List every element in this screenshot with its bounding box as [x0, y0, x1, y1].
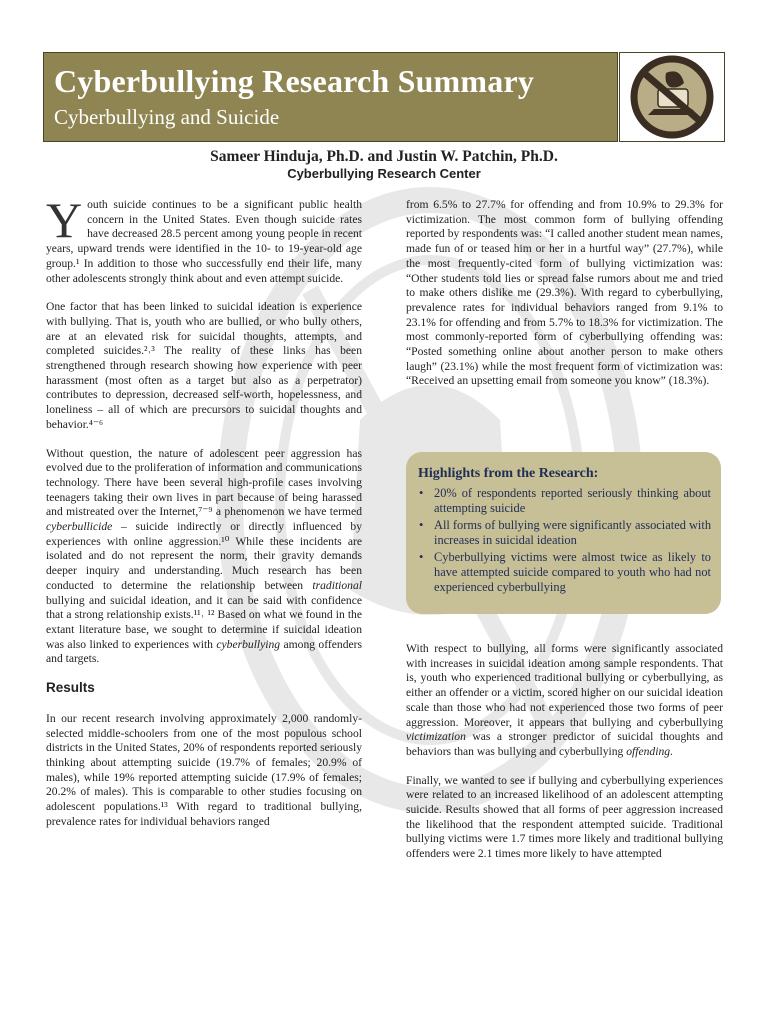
organization-name: Cyberbullying Research Center	[287, 166, 481, 181]
results-heading: Results	[46, 680, 95, 696]
paragraph-2: One factor that has been linked to suicidal ideation is experience with bullying. That is, youth who are bullied, or who bully others, are at an elevated risk for suicidal thoughts, attempts, and completed suicides.²˒³ The reality of these links has been strengthened through research showing how experience with peer harassment (most often as a target but also as a perpetrator) contributes to depression, decreased self-worth, hopelessness, and loneliness – all of which are precursors to suicidal thoughts and behavior.⁴⁻⁶	[46, 300, 362, 431]
term-traditional: traditional	[312, 578, 362, 592]
right-column-top	[406, 198, 723, 403]
suicide-attempt-paragraph: Finally, we wanted to see if bullying and cyberbullying experiences were related to an increased likelihood of an adolescent attempting suicide. Results showed that all forms of peer aggression increased the likelihood that the respondent attempted suicide. Traditional bullying victims were 1.7 times more likely and traditional bullying offenders were 2.1 times more likely to have attempted	[406, 773, 723, 861]
term-victimization: victimization	[406, 730, 466, 744]
results-continued-paragraph: from 6.5% to 27.7% for offending and from 10.9% to 29.3% for victimization. The most common form of bullying offending reported by respondents was: “I called another student mean names, made fun of or teased him or her in a hurtful way” (27.7%), while the most frequently-cited form of bullying victimization was: “Other students told lies or spread false rumors about me and tried to make others dislike me (29.3%). With regard to cyberbullying, prevalence rates for individual behaviors ranged from 9.1% to 23.1% for offending and from 5.7% to 18.3% for victimization. The most commonly-reported form of cyberbullying offending was: “Posted something online about another person to make others laugh” (23.1%) while the most frequent form of victimization was: “Received an upsetting email from someone you know” (18.3%).	[406, 198, 723, 388]
paragraph-3-text-3: bullying and suicidal ideation, and it can be said with confidence that a strong relationship exists.¹¹˒ ¹² Based on what we found in the extant literature base, we sought to determine if suicidal ideation was also linked to experiences with	[46, 593, 362, 651]
highlights-list	[416, 486, 711, 595]
results-paragraph: In our recent research involving approximately 2,000 randomly-selected middle-schoolers from one of the most populous school districts in the United States, 20% of respondents reported seriously thinking about attempting suicide (19.7% of females; 20.9% of males), while 19% reported attempting suicide (17.9% of females; 20.2% of males). This is comparable to other studies focusing on adolescent populations.¹³ With regard to traditional bullying, prevalence rates for individual behaviors ranged	[46, 711, 362, 828]
highlights-box	[406, 452, 721, 614]
paragraph-3-text-1: Without question, the nature of adolescent peer aggression has evolved due to the proliferation of information and communications technology. There have been several high-profile cases involving teenagers taking their own lives in part because of being harassed and mistreated over the Internet,⁷⁻⁹ a phenomenon we have termed	[46, 446, 362, 519]
left-column	[46, 192, 363, 843]
document-title: Cyberbullying Research Summary	[54, 63, 535, 99]
association-text-1: With respect to bullying, all forms were significantly associated with increases in suicidal ideation among sample respondents. That is, youth who experienced traditional bullying or cyberbullying, as either an offender or a victim, scored higher on our suicidal ideation scale than those who had not experienced those two forms of peer aggression. Moreover, it appears that bullying and cyberbullying	[406, 642, 723, 729]
term-offending: offending	[626, 744, 671, 758]
term-cyberbullying: cyberbullying	[216, 637, 281, 651]
paragraph-3-text-4: among offenders and targets.	[46, 637, 363, 666]
bullying-association-paragraph	[406, 642, 723, 760]
paragraph-3	[46, 447, 362, 668]
association-text-3: .	[670, 744, 673, 758]
paragraph-3-text-2: – suicide indirectly or directly influenced by experiences with online aggression.¹⁰ While these incidents are isolated and do not represent the norm, their gravity demands deeper inquiry and understanding. Much research has been conducted to determine the relationship between	[46, 520, 362, 592]
intro-text: outh suicide continues to be a significant public health concern in the United States. Even though suicide rates have decreased 28.5 percent among young people in recent years, upward trends were identified in the 10- to 19-year-old age group.¹ In addition to those who successfully end their life, many other adolescents strongly think about and even attempt suicide.	[46, 198, 362, 285]
term-cyberbullicide: cyberbullicide	[46, 520, 113, 534]
no-cyberbullying-logo-icon	[620, 53, 724, 141]
authors: Sameer Hinduja, Ph.D. and Justin W. Patchin, Ph.D.	[210, 148, 558, 165]
intro-paragraph	[46, 192, 362, 286]
association-text-2: was a stronger predictor of suicidal thoughts and behaviors than was bullying and cyberbullying	[406, 730, 723, 758]
highlights-title: Highlights from the Research:	[418, 466, 599, 481]
right-column-bottom	[406, 642, 723, 876]
document-subtitle: Cyberbullying and Suicide	[54, 105, 280, 129]
header-band	[43, 52, 618, 142]
logo	[619, 52, 725, 142]
drop-cap: Y	[46, 192, 83, 248]
highlight-item: • Cyberbullying victims were almost twice as likely to have attempted suicide compared to youth who had not experienced cyberbullying	[434, 550, 711, 595]
highlight-item: • All forms of bullying were significantly associated with increases in suicidal ideation	[434, 518, 711, 548]
highlight-item: • 20% of respondents reported seriously thinking about attempting suicide	[434, 486, 711, 516]
